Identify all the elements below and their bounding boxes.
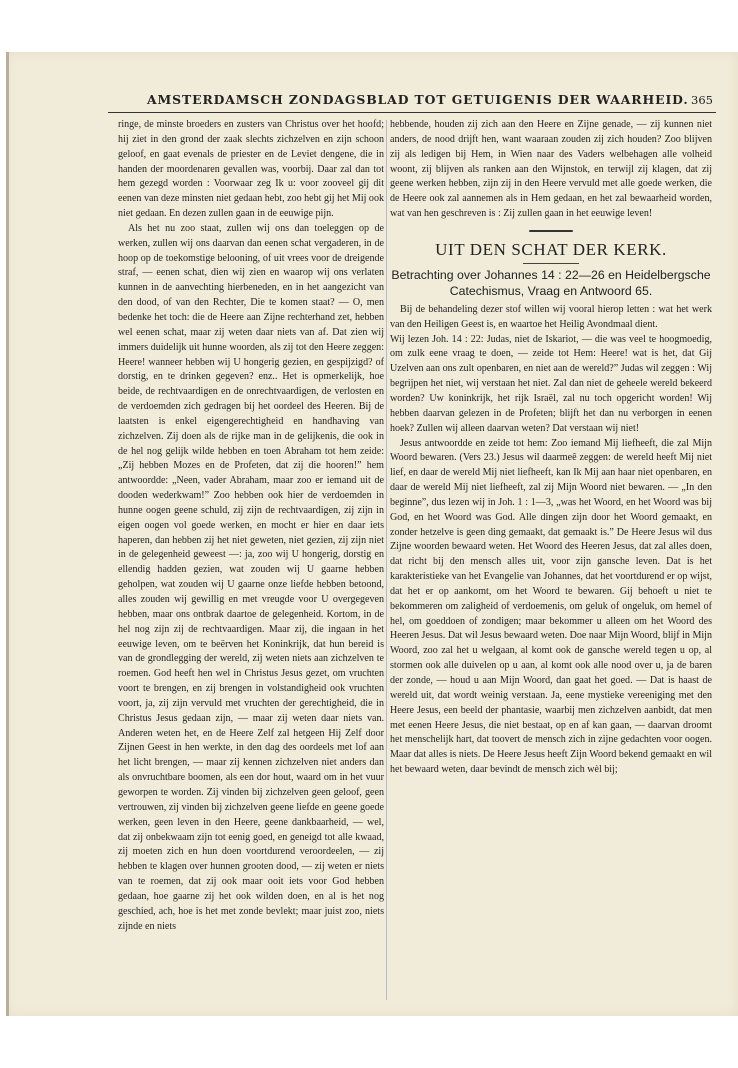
page-edge: [6, 52, 9, 1016]
right-paragraph: Jesus antwoordde en zeide tot hem: Zoo iemand Mij liefheeft, die zal Mijn Woord bewaren. (Vers 23.) Jesus wil daarmeê zeggen: de wereld heeft Mij niet lief, en daar de wereld Mij niet liefheeft, kan Ik Mij aan haar niet openbaren, en daar de wereld Mij niet liefheeft, zal zij Mijn Woord niet bewaren. — „In den beginne”, dus lezen wij in Joh. 1 : 1—3, „was het Woord, en het Woord was bij God, en het Woord was God. Alle dingen zijn door het Woord gemaakt, en zonder hetzelve is geen ding gemaakt, dat gemaakt is.” De Heere Jesus wil dus Zijne woorden bewaard weten. Het Woord des Heeren Jesus, dat zal alles doen, dat richt bij den mensch alles uit, voor zijn gansche leven. Dat is het karakteristieke van het Evangelie van Johannes, dat het voortdurend er op wijst, dat het er op aankomt, om het Woord te bewaren. Gij behoeft u niet te bekommeren om zaligheid of verdoemenis, om geluk of ongeluk, om hemel of hel, om goeddoen of zondigen; maar bekommer u alleen om het Woord des Heeren Jesus. Dat wil Jesus bewaard weten. Doe naar Mijn Woord, blijf in Mijn Woord, zoo zal het u welgaan, al komt ook de gansche wereld tegen u op, al stormen ook alle duivelen op u aan, al komt ook alle nood over u, ja de baren der zonde, — houd u aan Mijn Woord, dan gaat het goed. — Dat is haast de wereld uit, dat wordt weinig verstaan. Ja, eene mystieke vereeniging met den Heere Jesus, een beeld der phantasie, waarbij men zichzelven aanbidt, dat men met eenen Heere Jesus, die niet bestaat, op en af kan gaan, — daarvan droomt het menschelijk hart, dat toovert de mensch zich in zijne gedachten voor oogen. Maar dat alles is niets. De Heere Jesus heeft Zijn Woord bekend gemaakt en wil het bewaard weten, daar bevindt de mensch zich wèl bij;: [390, 437, 712, 776]
section-rule: [523, 263, 579, 264]
header-rule: [108, 112, 716, 113]
section-subtitle: Betrachting over Johannes 14 : 22—26 en Heidelbergsche Catechismus, Vraag en Antwoord 65.: [391, 267, 711, 298]
right-paragraph: Wij lezen Joh. 14 : 22: Judas, niet de Iskariot, — die was veel te hoogmoedig, om zulk eene vraag te doen, — zeide tot Hem: Heere! wat is het, dat Gij Uzelven aan ons zult openbaren, en niet aan de wereld?” Judas wil zeggen : Wij begrijpen het niet, wij verstaan het niet. Zal dan niet de geheele wereld bekeerd worden? Uw koninkrijk, het rijk Israël, zal nu toch opgericht worden! Wij hebben daarvan gelezen in de Profeten; blijft het dan nu verborgen in eenen hoek? Zullen wij alleen daarvan weten? Dat verstaan wij niet!: [390, 333, 712, 434]
left-column: [118, 118, 384, 934]
header-title: AMSTERDAMSCH ZONDAGSBLAD TOT GETUIGENIS DER WAARHEID.: [147, 92, 689, 107]
section-title: UIT DEN SCHAT DER KERK.: [435, 239, 667, 259]
right-paragraph: Bij de behandeling dezer stof willen wij vooral hierop letten : wat het werk van den Heiligen Geest is, en waartoe het Heilig Avondmaal dient.: [390, 303, 712, 330]
left-paragraph: Als het nu zoo staat, zullen wij ons dan toeleggen op de werken, zullen wij ons daarvan dan eenen schat vergaderen, in de hoop op de toekomstige belooning, of uit vrees voor de dreigende straf, — eenen schat, dien wij zien en waarop wij ons verlaten kunnen in de aanvechting hierbeneden, en in het aangezicht van den dood, of van den Rechter, Die te komen staat? — O, men bedenke het toch: die de Heere aan Zijne rechterhand zet, hebben wel eenen schat, maar zij weten daar niets van af. Dat zien wij immers duidelijk uit hunne woorden, als zij tot den Heere zeggen: Heere! wanneer hebben wij U hongerig gezien, en gespijzigd? of dorstig, en te drinken gegeven? enz.. Het is opmerkelijk, hoe beide, de rechtvaardigen en de onrechtvaardigen, de verlosten en de verdoemden zich gedragen bij het oordeel des Heeren. Bij de laatsten is enkel eigengerechtigheid en handhaving van zichzelven. Zij doen als de rijke man in de gelijkenis, die ook in de hel nog gelijk wilde hebben en toen Abraham tot hem zeide: „Zij hebben Mozes en de Profeten, dat zij die hooren!” hem antwoordde: „Neen, vader Abraham, maar zoo er iemand uit de dooden wederkwam!” Zoo hebben ook hier de verdoemden in hunne oogen geene schuld, zij zijn de rechtvaardigen, zij zijn in eigen oogen vol goede werken, en mocht er hier en daar iets haperen, dan hebben zij het niet geweten, niet gezien, zij zijn niet in de gelegenheid geweest —: ja, zoo wij U hongerig, dorstig en ellendig hadden gezien, wat zouden wij U gaarne hebben geholpen, wat zouden wij U gaarne onze liefde hebben betoond, alles zouden wij gewillig en met vreugde voor U overgegeven hebben, maar ons ontbrak daartoe de gelegenheid. Kortom, in de hel nog zijn zij de rechtvaardigen. Maar zij, die ingaan in het eeuwige leven, om te beërven het Koninkrijk, dat hun bereid is van de grondlegging der wereld, zij weten niets aan zichzelven te roemen. God heeft hen wel in Christus Jesus gezet, om vruchten voort te brengen, en zij brengen in volstandigheid ook vruchten voort, ja, zij zijn vervuld met vruchten der gerechtigheid, die in Christus Jesus gedaan zijn, — maar zij weten daar niets van. Anderen weten het, en de Heere Zelf zal hetgeen Hij Zelf door Zijnen Geest in hen werkte, in den dag des oordeels met lof aan het licht brengen, — maar zij kennen zichzelven niet anders dan als onvruchtbare boomen, als een dor hout, waard om in het vuur geworpen te worden. Zij vinden bij zichzelven geen geloof, geen vertrouwen, zij vinden bij zichzelven geene liefde en geene goede werken, geen leven in den Heere, geene dankbaarheid, — wel, dat zij onbekwaam zijn tot eenig goed, en geneigd tot alle kwaad, zij moeten zich en hun doen voortdurend veroordeelen, — zij hebben te klagen over hunnen grooten dood, — zij weten er niets van te roemen, dat zij ook maar ooit iets voor God hebben gedaan, hoe gaarne zij het ook wilden doen, en al is het nog geschied, ach, hoe is het met zonde bevlekt; maar juist zoo, niets zijnde en niets: [118, 222, 384, 932]
column-divider: [386, 120, 387, 1000]
page-number: 365: [691, 93, 713, 107]
left-paragraph: ringe, de minste broeders en zusters van Christus over het hoofd; hij ziet in den grond der zaak slechts zichzelven en zijn schoon geloof, en gaat evenals de priester en de Leviet dengene, die in handen der moordenaren gevallen was, voorbij. Daar zal dan tot hem gezegd worden : Voorwaar zeg Ik u: voor zooveel gij dit eenen van deze minsten niet gedaan hebt, zoo hebt gij het Mij ook niet gedaan. En dezen zullen gaan in de eeuwige pijn.: [118, 119, 384, 220]
ornament-divider: [529, 230, 573, 232]
running-header: [135, 92, 715, 110]
right-column: [390, 118, 712, 778]
right-paragraph-top: hebbende, houden zij zich aan den Heere en Zijne genade, — zij kunnen niet anders, de nood drijft hen, want waaraan zouden zij zich houden? Zoo blijven zij als ledigen bij Hem, in Wien naar des Vaders welbehagen alle volheid woont, zij blijven als ranken aan den Wijnstok, en terwijl zij klagen, dat zij geene werken hebben, zijn zij in den Heere vervuld met alle goede werken, die de Heere ook zal aannemen als in Hem gedaan, en het zal bewaarheid worden, wat van hen geschreven is : Zij zullen gaan in het eeuwige leven!: [390, 119, 712, 220]
